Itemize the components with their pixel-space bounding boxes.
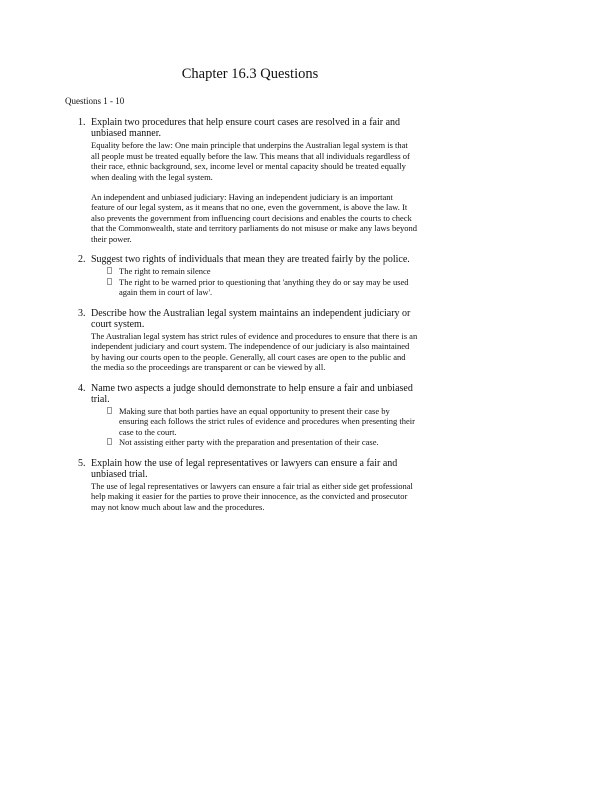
bullet-box-icon — [107, 438, 112, 445]
bullet-text: The right to remain silence — [119, 266, 211, 276]
answer-bullet — [107, 266, 418, 277]
question-text: Suggest two rights of individuals that mean they are treated fairly by the police. — [91, 254, 410, 265]
question-item — [78, 254, 418, 298]
question-text: Explain how the use of legal representatives or lawyers can ensure a fair and unbiased trial. — [91, 457, 398, 480]
answer-paragraph: Equality before the law: One main principle that underpins the Australian legal system is that all people must be treated equally before the law. This means that all individuals regardless of their race, ethnic background, sex, income level or mental capacity should be treated equally when dealing with the legal system. — [91, 140, 410, 182]
answer-block — [91, 140, 418, 244]
answer-paragraph: The Australian legal system has strict rules of evidence and procedures to ensure that there is an independent judiciary and court system. The independence of our judiciary is also maintained by having our courts open to the people. Generally, all court cases are open to the public and the media so the proceedings are transparent or can be viewed by all. — [91, 330, 418, 372]
answer-paragraph: An independent and unbiased judiciary: Having an independent judiciary is an important feature of our legal system, as it means that no one, even the government, is above the law. It also prevents the government from influencing court decisions and enables the courts to check that the Commonwealth, state and territory parliaments do not misuse or make any laws beyond their power. — [91, 191, 417, 244]
bullet-box-icon — [107, 267, 112, 274]
question-number: 2. — [78, 254, 86, 265]
question-text: Explain two procedures that help ensure court cases are resolved in a fair and unbiased manner. — [91, 117, 401, 139]
bullet-text: The right to be warned prior to questioning that 'anything they do or say may be used again them in court of law'. — [119, 276, 409, 297]
question-number: 3. — [78, 307, 86, 319]
question-item — [78, 383, 418, 448]
question-number: 1. — [78, 117, 86, 128]
page-title: Chapter 16.3 Questions — [181, 66, 319, 82]
answer-block — [91, 481, 418, 513]
answer-bullet — [107, 406, 418, 438]
bullet-box-icon — [107, 407, 112, 414]
question-list — [78, 117, 418, 512]
question-number: 5. — [78, 457, 86, 469]
question-item — [78, 458, 418, 513]
bullet-text: Making sure that both parties have an equal opportunity to present their case by ensuring each follows the strict rules of evidence and procedures when presenting their case to the court. — [119, 405, 415, 437]
question-item — [78, 117, 418, 244]
bullet-box-icon — [107, 278, 112, 285]
question-item — [78, 308, 418, 373]
bullet-text: Not assisting either party with the preparation and presentation of their case. — [119, 437, 379, 447]
answer-paragraph: The use of legal representatives or lawyers can ensure a fair trial as either side get professional help making it easier for the parties to prove their innocence, as the convicted and prosecutor may not know much about law and the procedures. — [91, 480, 413, 512]
answer-bullet-list — [91, 406, 418, 448]
answer-bullet — [107, 277, 418, 298]
answer-bullet-list — [91, 266, 418, 298]
question-number: 4. — [78, 382, 86, 394]
question-text: Describe how the Australian legal system maintains an independent judiciary or court system. — [91, 307, 411, 330]
page-subtitle: Questions 1 - 10 — [65, 96, 125, 106]
answer-bullet — [107, 437, 418, 448]
answer-block — [91, 331, 418, 373]
question-text: Name two aspects a judge should demonstrate to help ensure a fair and unbiased trial. — [91, 382, 413, 405]
